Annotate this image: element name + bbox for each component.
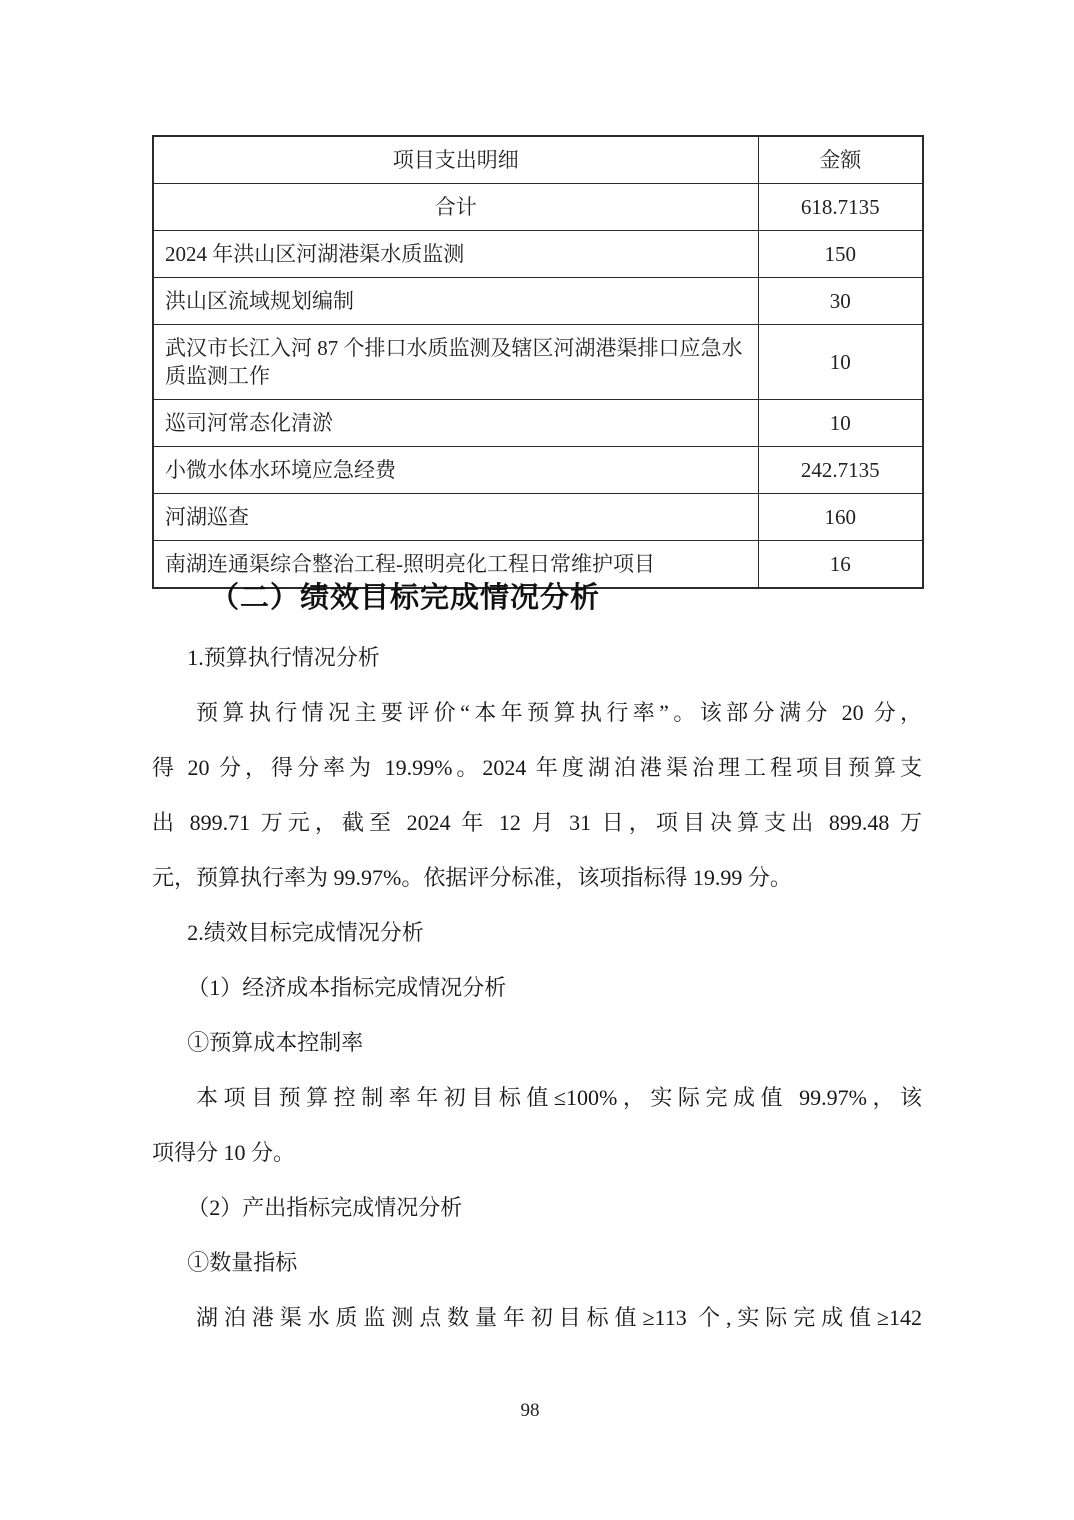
table-row [153, 231, 923, 278]
expense-amount-cell: 10 [758, 325, 923, 400]
page-number: 98 [520, 1400, 540, 1421]
analysis-section [152, 576, 922, 1345]
analysis-text [152, 630, 922, 1345]
table-row [153, 278, 923, 325]
body-text-line: 得 20 分，得分率为 19.99%。2024 年度湖泊港渠治理工程项目预算支 [152, 755, 922, 780]
table-row [153, 325, 923, 400]
expense-item-cell: 洪山区流域规划编制 [153, 278, 758, 325]
table-row [153, 447, 923, 494]
body-text-line: 出 899.71 万元，截至 2024 年 12 月 31 日，项目决算支出 899.48 万 [152, 810, 922, 835]
table-header-item: 项目支出明细 [153, 136, 758, 184]
table-header-row [153, 136, 923, 184]
expense-item-cell: 武汉市长江入河 87 个排口水质监测及辖区河湖港渠排口应急水质监测工作 [153, 325, 758, 400]
sub-heading-line: （1）经济成本指标完成情况分析 [187, 975, 507, 1000]
sub-heading-line: 1.预算执行情况分析 [187, 645, 380, 670]
expense-item-cell: 巡司河常态化清淤 [153, 400, 758, 447]
table-row [153, 184, 923, 231]
table-row [153, 400, 923, 447]
expense-item-cell: 小微水体水环境应急经费 [153, 447, 758, 494]
expense-item-cell: 2024 年洪山区河湖港渠水质监测 [153, 231, 758, 278]
expense-item-cell: 河湖巡查 [153, 494, 758, 541]
expense-item-cell: 南湖连通渠综合整治工程-照明亮化工程日常维护项目 [153, 541, 758, 589]
table-row [153, 494, 923, 541]
expense-detail-table [152, 135, 924, 589]
expense-item-cell: 合计 [153, 184, 758, 231]
body-text-line: 元，预算执行率为 99.97%。依据评分标准，该项指标得 19.99 分。 [152, 865, 792, 890]
body-text-line: 本项目预算控制率年初目标值≤100%，实际完成值 99.97%，该 [196, 1085, 922, 1110]
sub-heading-line: ①数量指标 [187, 1250, 298, 1275]
sub-heading-line: 2.绩效目标完成情况分析 [187, 920, 424, 945]
table-header-amount: 金额 [758, 136, 923, 184]
sub-heading-line: ①预算成本控制率 [187, 1030, 364, 1055]
expense-amount-cell: 160 [758, 494, 923, 541]
section-heading: （二）绩效目标完成情况分析 [210, 582, 601, 614]
expense-amount-cell: 10 [758, 400, 923, 447]
body-text-line: 预算执行情况主要评价“本年预算执行率”。该部分满分 20 分， [196, 700, 922, 725]
body-text-line: 湖泊港渠水质监测点数量年初目标值≥113 个,实际完成值≥142 [196, 1305, 922, 1330]
expense-amount-cell: 242.7135 [758, 447, 923, 494]
expense-amount-cell: 150 [758, 231, 923, 278]
body-text-line: 项得分 10 分。 [152, 1140, 296, 1165]
expense-amount-cell: 30 [758, 278, 923, 325]
expense-amount-cell: 16 [758, 541, 923, 589]
sub-heading-line: （2）产出指标完成情况分析 [187, 1195, 463, 1220]
expense-amount-cell: 618.7135 [758, 184, 923, 231]
